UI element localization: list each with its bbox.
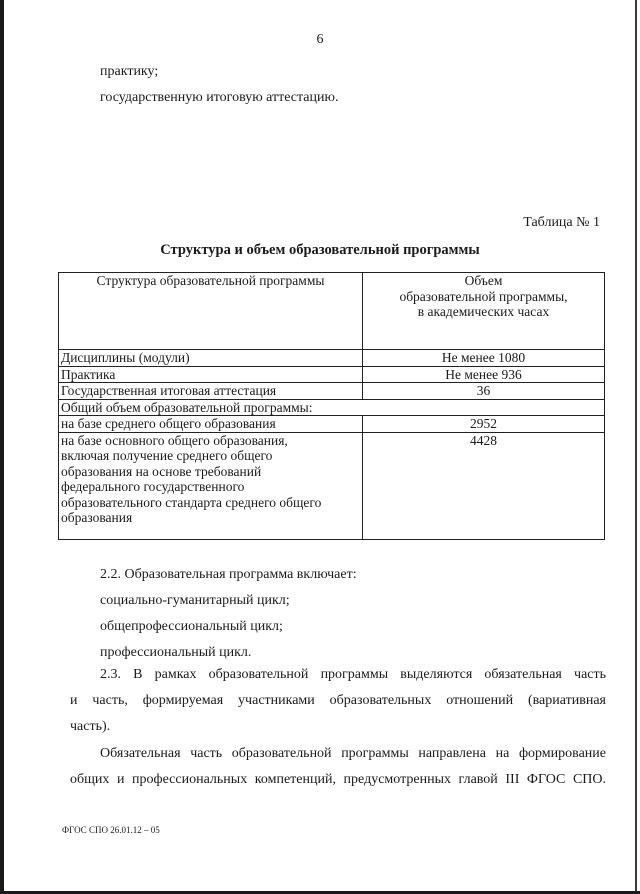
row-label-line: федерального государственного (61, 479, 245, 494)
section-2-3-line: 2.3. В рамках образовательной программы выделяются обязательная часть (100, 667, 606, 682)
header-volume-line: в академических часах (417, 304, 550, 319)
row-value: Не менее 1080 (363, 350, 605, 367)
table-row (59, 383, 605, 400)
row-label-line: образования на основе требований (61, 463, 262, 479)
intro-line: практику; (100, 64, 159, 79)
structure-table (58, 272, 605, 540)
row-value: Не менее 936 (363, 366, 605, 383)
table-row (59, 432, 605, 539)
intro-line: государственную итоговую аттестацию. (100, 90, 339, 105)
final-paragraph-line: Обязательная часть образовательной программы направлена на формирование (100, 746, 606, 761)
row-label: Государственная итоговая аттестация (59, 383, 363, 400)
section-2-3-line: часть). (70, 719, 111, 734)
table-row (59, 366, 605, 383)
row-label-line: на базе основного общего образования, (61, 432, 288, 448)
header-structure: Структура образовательной программы (59, 273, 363, 350)
row-value: 36 (363, 383, 605, 400)
table-header-row (59, 273, 605, 350)
row-value: 4428 (363, 432, 605, 539)
section-2-3-line: и часть, формируемая участниками образовательных отношений (вариативная (70, 693, 606, 708)
total-label: Общий объем образовательной программы: (59, 399, 605, 416)
table-row (59, 350, 605, 367)
final-paragraph-line: общих и профессиональных компетенций, предусмотренных главой III ФГОС СПО. (70, 772, 606, 787)
row-label-multiline (59, 432, 363, 539)
section-2-2-item: профессиональный цикл. (100, 645, 252, 660)
section-2-2-item: социально-гуманитарный цикл; (100, 593, 290, 608)
row-label: на базе среднего общего образования (59, 416, 363, 433)
table-row (59, 416, 605, 433)
row-label-line: образования (61, 510, 133, 525)
row-label: Практика (59, 366, 363, 383)
row-label-line: образовательного стандарта среднего общего (61, 494, 322, 510)
header-volume-line: образовательной программы, (399, 288, 568, 304)
row-label-line: включая получение среднего общего (61, 448, 273, 463)
section-2-2-lead: 2.2. Образовательная программа включает: (100, 567, 357, 582)
header-volume-line: Объем (464, 273, 503, 288)
header-volume (363, 273, 605, 350)
row-label: Дисциплины (модули) (59, 350, 363, 367)
row-value: 2952 (363, 416, 605, 433)
scan-edge-right (635, 0, 637, 894)
scan-edge-left (0, 0, 4, 894)
table-row-total (59, 399, 605, 416)
footer-code: ФГОС СПО 26.01.12 – 05 (62, 825, 160, 835)
section-2-2-item: общепрофессиональный цикл; (100, 619, 283, 634)
table-title: Структура и объем образовательной программы (160, 242, 480, 258)
page-number: 6 (316, 32, 324, 47)
table-caption: Таблица № 1 (523, 215, 600, 230)
